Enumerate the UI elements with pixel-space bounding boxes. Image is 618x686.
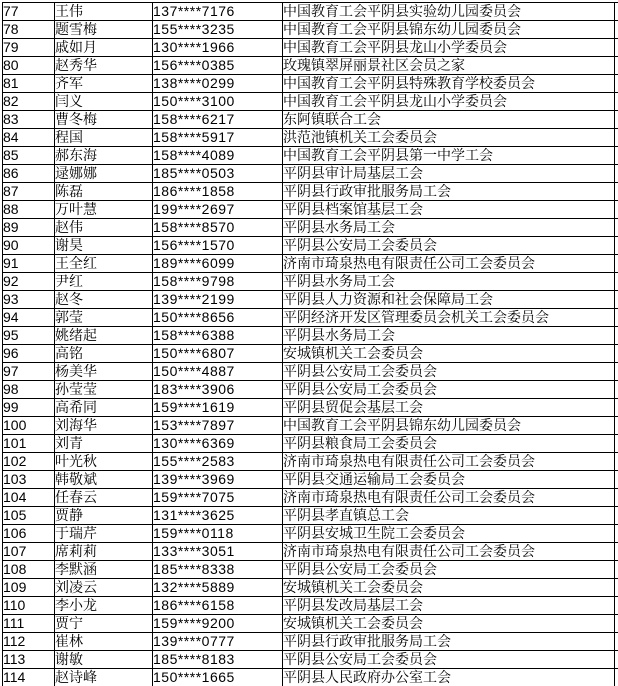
table-row bbox=[3, 327, 618, 345]
grid-edge-sliver bbox=[615, 129, 618, 147]
grid-edge-sliver bbox=[615, 435, 618, 453]
phone-cell: 159****1619 bbox=[153, 399, 283, 417]
organization-cell: 济南市琦泉热电有限责任公司工会委员会 bbox=[283, 255, 615, 273]
member-name-cell: 刘海华 bbox=[55, 417, 153, 435]
table-row bbox=[3, 399, 618, 417]
organization-cell: 中国教育工会平阴县第一中学工会 bbox=[283, 147, 615, 165]
grid-edge-sliver bbox=[615, 651, 618, 669]
row-number-cell: 88 bbox=[3, 201, 55, 219]
row-number-cell: 107 bbox=[3, 543, 55, 561]
member-name-cell: 韩敬斌 bbox=[55, 471, 153, 489]
organization-cell: 平阴县公安局工会委员会 bbox=[283, 381, 615, 399]
table-row bbox=[3, 237, 618, 255]
grid-edge-sliver bbox=[615, 399, 618, 417]
member-name-cell: 刘凌云 bbox=[55, 579, 153, 597]
phone-cell: 158****4089 bbox=[153, 147, 283, 165]
organization-cell: 平阴经济开发区管理委员会机关工会委员会 bbox=[283, 309, 615, 327]
phone-cell: 156****0385 bbox=[153, 57, 283, 75]
grid-edge-sliver bbox=[615, 111, 618, 129]
row-number-cell: 85 bbox=[3, 147, 55, 165]
table-row bbox=[3, 579, 618, 597]
member-name-cell: 赵伟 bbox=[55, 219, 153, 237]
row-number-cell: 114 bbox=[3, 669, 55, 686]
table-row bbox=[3, 651, 618, 669]
phone-cell: 155****3235 bbox=[153, 21, 283, 39]
table-row bbox=[3, 597, 618, 615]
member-name-cell: 叶光秋 bbox=[55, 453, 153, 471]
member-name-cell: 赵秀华 bbox=[55, 57, 153, 75]
organization-cell: 平阴县水务局工会 bbox=[283, 327, 615, 345]
member-name-cell: 高铭 bbox=[55, 345, 153, 363]
table-row bbox=[3, 219, 618, 237]
phone-cell: 138****0299 bbox=[153, 75, 283, 93]
phone-cell: 189****6099 bbox=[153, 255, 283, 273]
grid-edge-sliver bbox=[615, 327, 618, 345]
member-name-cell: 程国 bbox=[55, 129, 153, 147]
table-row bbox=[3, 345, 618, 363]
phone-cell: 130****6369 bbox=[153, 435, 283, 453]
grid-edge-sliver bbox=[615, 507, 618, 525]
member-name-cell: 贾静 bbox=[55, 507, 153, 525]
member-name-cell: 姚绪起 bbox=[55, 327, 153, 345]
organization-cell: 平阴县贸促会基层工会 bbox=[283, 399, 615, 417]
grid-edge-sliver bbox=[615, 615, 618, 633]
table-row bbox=[3, 507, 618, 525]
organization-cell: 平阴县公安局工会委员会 bbox=[283, 651, 615, 669]
row-number-cell: 79 bbox=[3, 39, 55, 57]
member-name-cell: 孙莹莹 bbox=[55, 381, 153, 399]
grid-edge-sliver bbox=[615, 543, 618, 561]
member-name-cell: 任春云 bbox=[55, 489, 153, 507]
organization-cell: 玫瑰镇翠屏丽景社区会员之家 bbox=[283, 57, 615, 75]
phone-cell: 139****2199 bbox=[153, 291, 283, 309]
row-number-cell: 111 bbox=[3, 615, 55, 633]
table-row bbox=[3, 21, 618, 39]
organization-cell: 平阴县行政审批服务局工会 bbox=[283, 633, 615, 651]
organization-cell: 平阴县行政审批服务局工会 bbox=[283, 183, 615, 201]
grid-edge-sliver bbox=[615, 381, 618, 399]
table-row bbox=[3, 3, 618, 21]
member-name-cell: 闫义 bbox=[55, 93, 153, 111]
phone-cell: 186****6158 bbox=[153, 597, 283, 615]
phone-cell: 159****9200 bbox=[153, 615, 283, 633]
table-row bbox=[3, 291, 618, 309]
phone-cell: 139****0777 bbox=[153, 633, 283, 651]
organization-cell: 安城镇机关工会委员会 bbox=[283, 579, 615, 597]
table-row bbox=[3, 309, 618, 327]
table-row bbox=[3, 363, 618, 381]
row-number-cell: 101 bbox=[3, 435, 55, 453]
grid-edge-sliver bbox=[615, 453, 618, 471]
grid-edge-sliver bbox=[615, 93, 618, 111]
member-name-cell: 刘青 bbox=[55, 435, 153, 453]
grid-edge-sliver bbox=[615, 291, 618, 309]
organization-cell: 平阴县发改局基层工会 bbox=[283, 597, 615, 615]
organization-cell: 平阴县水务局工会 bbox=[283, 219, 615, 237]
organization-cell: 中国教育工会平阴县特殊教育学校委员会 bbox=[283, 75, 615, 93]
organization-cell: 平阴县交通运输局工会委员会 bbox=[283, 471, 615, 489]
organization-cell: 济南市琦泉热电有限责任公司工会委员会 bbox=[283, 543, 615, 561]
member-name-cell: 曹冬梅 bbox=[55, 111, 153, 129]
phone-cell: 153****7897 bbox=[153, 417, 283, 435]
row-number-cell: 102 bbox=[3, 453, 55, 471]
row-number-cell: 98 bbox=[3, 381, 55, 399]
organization-cell: 平阴县人力资源和社会保障局工会 bbox=[283, 291, 615, 309]
phone-cell: 155****2583 bbox=[153, 453, 283, 471]
table-row bbox=[3, 255, 618, 273]
organization-cell: 平阴县粮食局工会委员会 bbox=[283, 435, 615, 453]
member-name-cell: 杨美华 bbox=[55, 363, 153, 381]
phone-cell: 130****1966 bbox=[153, 39, 283, 57]
organization-cell: 平阴县档案馆基层工会 bbox=[283, 201, 615, 219]
grid-edge-sliver bbox=[615, 165, 618, 183]
table-row bbox=[3, 435, 618, 453]
member-name-cell: 戚如月 bbox=[55, 39, 153, 57]
table-row bbox=[3, 489, 618, 507]
member-name-cell: 郭莹 bbox=[55, 309, 153, 327]
grid-edge-sliver bbox=[615, 3, 618, 21]
phone-cell: 150****3100 bbox=[153, 93, 283, 111]
member-name-cell: 尹红 bbox=[55, 273, 153, 291]
member-name-cell: 逯娜娜 bbox=[55, 165, 153, 183]
grid-edge-sliver bbox=[615, 363, 618, 381]
phone-cell: 158****5917 bbox=[153, 129, 283, 147]
grid-edge-sliver bbox=[615, 255, 618, 273]
grid-edge-sliver bbox=[615, 561, 618, 579]
row-number-cell: 99 bbox=[3, 399, 55, 417]
row-number-cell: 110 bbox=[3, 597, 55, 615]
grid-edge-sliver bbox=[615, 75, 618, 93]
row-number-cell: 90 bbox=[3, 237, 55, 255]
table-row bbox=[3, 471, 618, 489]
row-number-cell: 89 bbox=[3, 219, 55, 237]
row-number-cell: 108 bbox=[3, 561, 55, 579]
phone-cell: 158****6388 bbox=[153, 327, 283, 345]
member-name-cell: 齐军 bbox=[55, 75, 153, 93]
table-row bbox=[3, 615, 618, 633]
grid-edge-sliver bbox=[615, 525, 618, 543]
table-row bbox=[3, 129, 618, 147]
member-name-cell: 谢敏 bbox=[55, 651, 153, 669]
phone-cell: 150****8656 bbox=[153, 309, 283, 327]
grid-edge-sliver bbox=[615, 183, 618, 201]
grid-edge-sliver bbox=[615, 237, 618, 255]
phone-cell: 132****5889 bbox=[153, 579, 283, 597]
organization-cell: 平阴县公安局工会委员会 bbox=[283, 237, 615, 255]
row-number-cell: 97 bbox=[3, 363, 55, 381]
row-number-cell: 105 bbox=[3, 507, 55, 525]
member-name-cell: 王伟 bbox=[55, 3, 153, 21]
table-row bbox=[3, 183, 618, 201]
phone-cell: 186****1858 bbox=[153, 183, 283, 201]
grid-edge-sliver bbox=[615, 597, 618, 615]
table-row bbox=[3, 543, 618, 561]
member-name-cell: 赵冬 bbox=[55, 291, 153, 309]
member-name-cell: 李小龙 bbox=[55, 597, 153, 615]
member-name-cell: 李默涵 bbox=[55, 561, 153, 579]
phone-cell: 133****3051 bbox=[153, 543, 283, 561]
grid-edge-sliver bbox=[615, 669, 618, 686]
table-row bbox=[3, 561, 618, 579]
member-name-cell: 题雪梅 bbox=[55, 21, 153, 39]
organization-cell: 中国教育工会平阴县锦东幼儿园委员会 bbox=[283, 417, 615, 435]
table-row bbox=[3, 273, 618, 291]
grid-edge-sliver bbox=[615, 273, 618, 291]
phone-cell: 131****3625 bbox=[153, 507, 283, 525]
table-row bbox=[3, 147, 618, 165]
phone-cell: 158****9798 bbox=[153, 273, 283, 291]
grid-edge-sliver bbox=[615, 21, 618, 39]
organization-cell: 济南市琦泉热电有限责任公司工会委员会 bbox=[283, 489, 615, 507]
grid-edge-sliver bbox=[615, 309, 618, 327]
organization-cell: 平阴县孝直镇总工会 bbox=[283, 507, 615, 525]
table-row bbox=[3, 201, 618, 219]
member-name-cell: 于瑞芹 bbox=[55, 525, 153, 543]
table-row bbox=[3, 633, 618, 651]
row-number-cell: 78 bbox=[3, 21, 55, 39]
phone-cell: 185****8338 bbox=[153, 561, 283, 579]
organization-cell: 中国教育工会平阴县龙山小学委员会 bbox=[283, 93, 615, 111]
phone-cell: 139****3969 bbox=[153, 471, 283, 489]
organization-cell: 平阴县水务局工会 bbox=[283, 273, 615, 291]
grid-edge-sliver bbox=[615, 579, 618, 597]
grid-edge-sliver bbox=[615, 417, 618, 435]
member-name-cell: 崔林 bbox=[55, 633, 153, 651]
member-name-cell: 万叶慧 bbox=[55, 201, 153, 219]
table-row bbox=[3, 57, 618, 75]
table-row bbox=[3, 669, 618, 686]
organization-cell: 东阿镇联合工会 bbox=[283, 111, 615, 129]
member-name-cell: 高希同 bbox=[55, 399, 153, 417]
member-name-cell: 郝东海 bbox=[55, 147, 153, 165]
row-number-cell: 81 bbox=[3, 75, 55, 93]
row-number-cell: 95 bbox=[3, 327, 55, 345]
phone-cell: 199****2697 bbox=[153, 201, 283, 219]
row-number-cell: 84 bbox=[3, 129, 55, 147]
phone-cell: 159****0118 bbox=[153, 525, 283, 543]
row-number-cell: 86 bbox=[3, 165, 55, 183]
union-member-table bbox=[2, 2, 618, 686]
grid-edge-sliver bbox=[615, 201, 618, 219]
member-name-cell: 席莉莉 bbox=[55, 543, 153, 561]
grid-edge-sliver bbox=[615, 633, 618, 651]
row-number-cell: 87 bbox=[3, 183, 55, 201]
table-row bbox=[3, 525, 618, 543]
organization-cell: 平阴县人民政府办公室工会 bbox=[283, 669, 615, 686]
row-number-cell: 112 bbox=[3, 633, 55, 651]
row-number-cell: 104 bbox=[3, 489, 55, 507]
row-number-cell: 80 bbox=[3, 57, 55, 75]
member-name-cell: 赵诗峰 bbox=[55, 669, 153, 686]
organization-cell: 中国教育工会平阴县实验幼儿园委员会 bbox=[283, 3, 615, 21]
phone-cell: 158****8570 bbox=[153, 219, 283, 237]
table-row bbox=[3, 381, 618, 399]
phone-cell: 185****8183 bbox=[153, 651, 283, 669]
table-row bbox=[3, 111, 618, 129]
table-row bbox=[3, 453, 618, 471]
grid-edge-sliver bbox=[615, 489, 618, 507]
table-row bbox=[3, 39, 618, 57]
phone-cell: 159****7075 bbox=[153, 489, 283, 507]
row-number-cell: 96 bbox=[3, 345, 55, 363]
table-row bbox=[3, 75, 618, 93]
organization-cell: 安城镇机关工会委员会 bbox=[283, 615, 615, 633]
phone-cell: 185****0503 bbox=[153, 165, 283, 183]
row-number-cell: 82 bbox=[3, 93, 55, 111]
grid-edge-sliver bbox=[615, 471, 618, 489]
row-number-cell: 92 bbox=[3, 273, 55, 291]
organization-cell: 平阴县公安局工会委员会 bbox=[283, 363, 615, 381]
grid-edge-sliver bbox=[615, 57, 618, 75]
row-number-cell: 93 bbox=[3, 291, 55, 309]
table-row bbox=[3, 417, 618, 435]
phone-cell: 183****3906 bbox=[153, 381, 283, 399]
phone-cell: 150****1665 bbox=[153, 669, 283, 686]
member-name-cell: 陈磊 bbox=[55, 183, 153, 201]
organization-cell: 中国教育工会平阴县锦东幼儿园委员会 bbox=[283, 21, 615, 39]
table-row bbox=[3, 165, 618, 183]
organization-cell: 平阴县安城卫生院工会委员会 bbox=[283, 525, 615, 543]
union-member-table-body bbox=[3, 3, 618, 686]
grid-edge-sliver bbox=[615, 345, 618, 363]
phone-cell: 137****7176 bbox=[153, 3, 283, 21]
row-number-cell: 100 bbox=[3, 417, 55, 435]
organization-cell: 中国教育工会平阴县龙山小学委员会 bbox=[283, 39, 615, 57]
grid-edge-sliver bbox=[615, 39, 618, 57]
row-number-cell: 109 bbox=[3, 579, 55, 597]
row-number-cell: 113 bbox=[3, 651, 55, 669]
phone-cell: 156****1570 bbox=[153, 237, 283, 255]
row-number-cell: 77 bbox=[3, 3, 55, 21]
organization-cell: 平阴县公安局工会委员会 bbox=[283, 561, 615, 579]
phone-cell: 150****4887 bbox=[153, 363, 283, 381]
phone-cell: 158****6217 bbox=[153, 111, 283, 129]
row-number-cell: 94 bbox=[3, 309, 55, 327]
organization-cell: 安城镇机关工会委员会 bbox=[283, 345, 615, 363]
table-row bbox=[3, 93, 618, 111]
member-name-cell: 王全红 bbox=[55, 255, 153, 273]
row-number-cell: 106 bbox=[3, 525, 55, 543]
row-number-cell: 91 bbox=[3, 255, 55, 273]
row-number-cell: 83 bbox=[3, 111, 55, 129]
organization-cell: 济南市琦泉热电有限责任公司工会委员会 bbox=[283, 453, 615, 471]
member-name-cell: 贾宁 bbox=[55, 615, 153, 633]
organization-cell: 平阴县审计局基层工会 bbox=[283, 165, 615, 183]
grid-edge-sliver bbox=[615, 147, 618, 165]
member-name-cell: 谢昊 bbox=[55, 237, 153, 255]
organization-cell: 洪范池镇机关工会委员会 bbox=[283, 129, 615, 147]
phone-cell: 150****6807 bbox=[153, 345, 283, 363]
row-number-cell: 103 bbox=[3, 471, 55, 489]
grid-edge-sliver bbox=[615, 219, 618, 237]
